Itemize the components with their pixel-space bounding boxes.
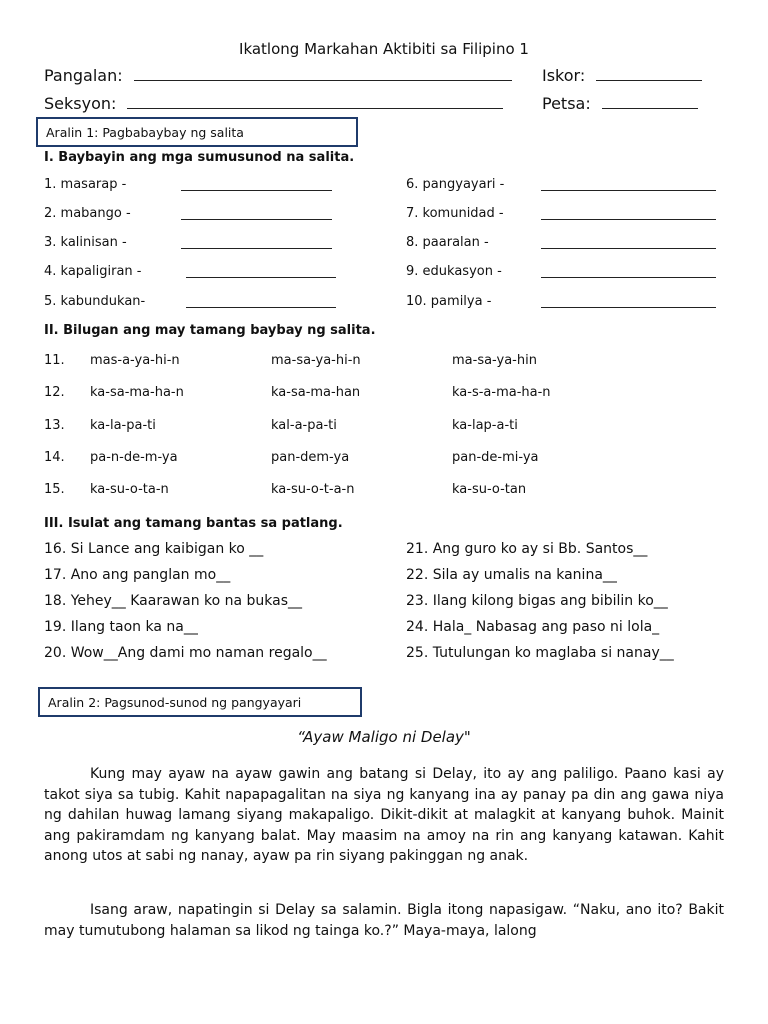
answer-blank[interactable]	[541, 264, 716, 278]
answer-blank[interactable]	[181, 206, 332, 220]
lesson2-box	[38, 687, 362, 717]
choice-b[interactable]: ma-sa-ya-hi-n	[271, 353, 361, 368]
date-field[interactable]	[602, 95, 698, 109]
list-item: 9. edukasyon -	[406, 264, 502, 279]
list-item: 19. Ilang taon ka na__	[44, 619, 198, 635]
choice-c[interactable]: ka-su-o-tan	[452, 482, 527, 497]
list-item: 25. Tutulungan ko maglaba si nanay__	[406, 645, 674, 661]
story-paragraph-2: Isang araw, napatingin si Delay sa salamin. Bigla itong napasigaw. “Naku, ano ito? Bakit may tumutubong halaman sa likod ng tainga ko.?” Maya-maya, lalong	[44, 902, 724, 939]
answer-blank[interactable]	[541, 235, 716, 249]
list-item: 17. Ano ang panglan mo__	[44, 567, 231, 583]
list-item: 20. Wow__Ang dami mo naman regalo__	[44, 645, 327, 661]
answer-blank[interactable]	[541, 206, 716, 220]
part3-heading: III. Isulat ang tamang bantas sa patlang.	[44, 516, 343, 531]
list-item: 3. kalinisan -	[44, 235, 127, 250]
name-label: Pangalan:	[44, 66, 123, 85]
answer-blank[interactable]	[541, 294, 716, 308]
choice-a[interactable]: ka-la-pa-ti	[90, 418, 156, 433]
choice-a[interactable]: ka-su-o-ta-n	[90, 482, 169, 497]
date-label: Petsa:	[542, 94, 591, 113]
lesson1-label: Aralin 1: Pagbabaybay ng salita	[46, 124, 244, 140]
section-row	[44, 94, 503, 113]
part2-heading: II. Bilugan ang may tamang baybay ng salita.	[44, 323, 376, 338]
choice-b[interactable]: ka-su-o-t-a-n	[271, 482, 355, 497]
list-item: 22. Sila ay umalis na kanina__	[406, 567, 617, 583]
section-field[interactable]	[127, 95, 503, 109]
choice-b[interactable]: kal-a-pa-ti	[271, 418, 337, 433]
list-item: 10. pamilya -	[406, 294, 492, 309]
story-title: “Ayaw Maligo ni Delay"	[297, 728, 471, 746]
list-item: 23. Ilang kilong bigas ang bibilin ko__	[406, 593, 668, 609]
answer-blank[interactable]	[181, 177, 332, 191]
item-number: 14.	[44, 450, 65, 465]
name-field[interactable]	[134, 67, 512, 81]
choice-a[interactable]: mas-a-ya-hi-n	[90, 353, 180, 368]
choice-a[interactable]: ka-sa-ma-ha-n	[90, 385, 184, 400]
list-item: 18. Yehey__ Kaarawan ko na bukas__	[44, 593, 303, 609]
item-number: 12.	[44, 385, 65, 400]
name-row	[44, 66, 512, 85]
choice-b[interactable]: ka-sa-ma-han	[271, 385, 361, 400]
list-item: 2. mabango -	[44, 206, 131, 221]
list-item: 16. Si Lance ang kaibigan ko __	[44, 541, 264, 557]
answer-blank[interactable]	[541, 177, 716, 191]
choice-c[interactable]: ka-lap-a-ti	[452, 418, 518, 433]
page-title: Ikatlong Markahan Aktibiti sa Filipino 1	[239, 40, 529, 58]
score-row	[542, 66, 702, 85]
list-item: 8. paaralan -	[406, 235, 489, 250]
answer-blank[interactable]	[186, 294, 336, 308]
lesson2-label: Aralin 2: Pagsunod-sunod ng pangyayari	[48, 694, 302, 710]
item-number: 15.	[44, 482, 65, 497]
score-field[interactable]	[596, 67, 702, 81]
section-label: Seksyon:	[44, 94, 117, 113]
answer-blank[interactable]	[186, 264, 336, 278]
item-number: 13.	[44, 418, 65, 433]
list-item: 24. Hala_ Nabasag ang paso ni lola_	[406, 619, 660, 635]
date-row	[542, 94, 698, 113]
list-item: 1. masarap -	[44, 177, 127, 192]
story-paragraph-1: Kung may ayaw na ayaw gawin ang batang si Delay, ito ay ang paliligo. Paano kasi ay takot siya sa tubig. Kahit napapagalitan na siya ng kanyang ina ay panay pa din ang gawa niya ng dahilan huwag lamang siyang makapaligo. Dikit-dikit at malagkit at kanyang buhok. Mainit ang pakiramdam ng kanyang balat. May maasim na amoy na rin ang kanyang katawan. Kahit anong utos at sabi ng nanay, ayaw pa rin siyang pakinggan ng anak.	[44, 766, 724, 864]
list-item: 21. Ang guro ko ay si Bb. Santos__	[406, 541, 648, 557]
answer-blank[interactable]	[181, 235, 332, 249]
list-item: 4. kapaligiran -	[44, 264, 142, 279]
item-number: 11.	[44, 353, 65, 368]
lesson1-box	[36, 117, 358, 147]
list-item: 7. komunidad -	[406, 206, 504, 221]
score-label: Iskor:	[542, 66, 586, 85]
choice-b[interactable]: pan-dem-ya	[271, 450, 350, 465]
choice-a[interactable]: pa-n-de-m-ya	[90, 450, 178, 465]
part1-heading: I. Baybayin ang mga sumusunod na salita.	[44, 150, 355, 165]
choice-c[interactable]: ma-sa-ya-hin	[452, 353, 537, 368]
list-item: 6. pangyayari -	[406, 177, 505, 192]
choice-c[interactable]: ka-s-a-ma-ha-n	[452, 385, 551, 400]
choice-c[interactable]: pan-de-mi-ya	[452, 450, 539, 465]
list-item: 5. kabundukan-	[44, 294, 146, 309]
